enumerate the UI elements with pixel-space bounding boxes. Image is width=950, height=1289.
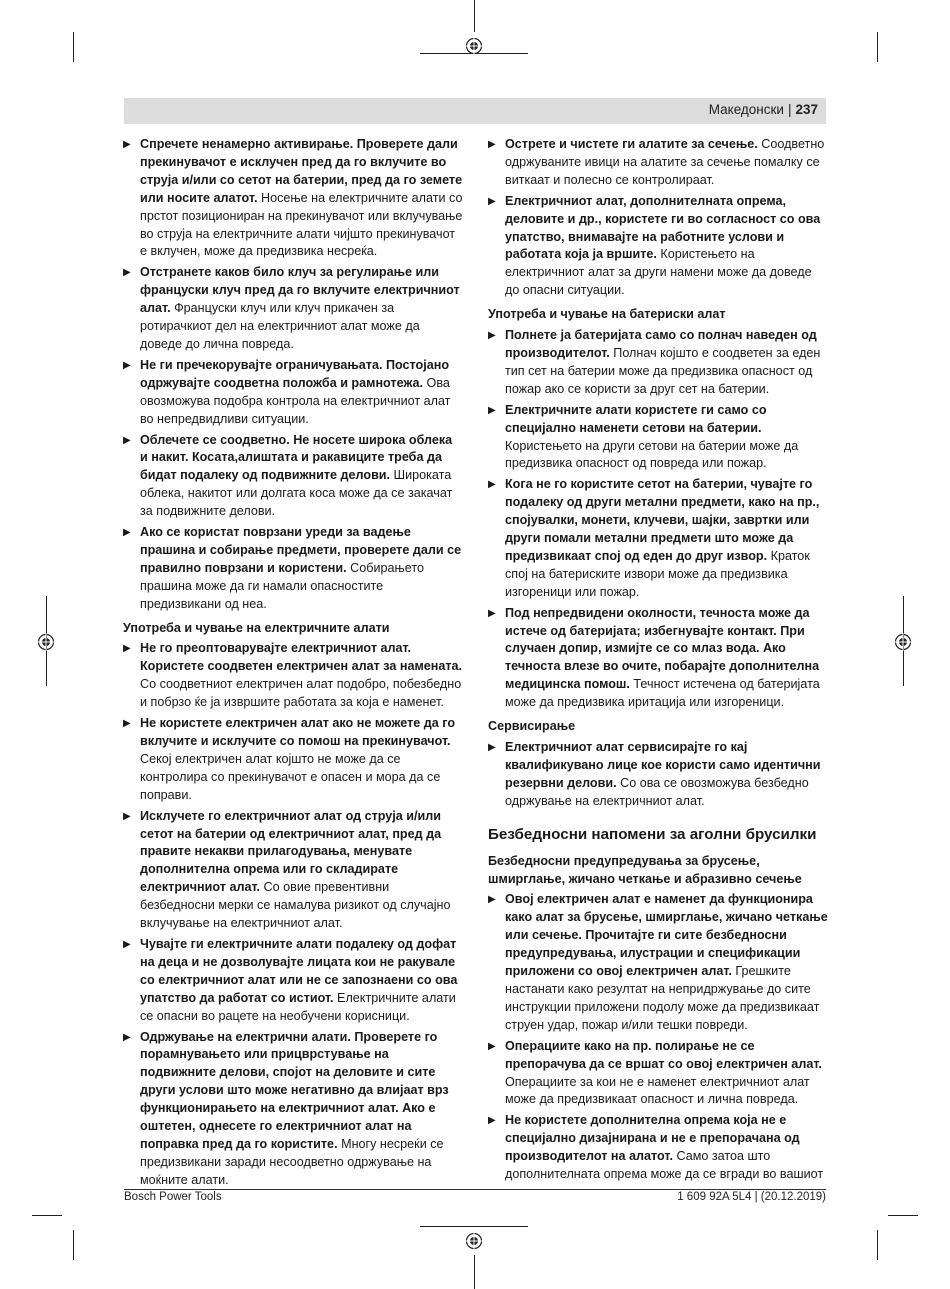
item-bold-text: Острете и чистете ги алатите за сечење. bbox=[505, 137, 758, 151]
crop-mark bbox=[474, 0, 475, 32]
item-bold-text: Овој електричен алат е наменет да функционира како алат за брусење, шмирглање, жичано четкање или сечење. Прочитајте ги сите безбедносни предупредувања, илустрации и спецификации приложени со овој електричен алат. bbox=[505, 892, 828, 979]
registration-mark-icon bbox=[894, 633, 912, 651]
item-body-text: Електричните алати се опасни во рацете на необучени корисници. bbox=[140, 990, 456, 1023]
right-items-a bbox=[488, 136, 828, 300]
list-item bbox=[488, 193, 828, 300]
left-column bbox=[123, 136, 463, 1193]
list-item bbox=[123, 808, 463, 933]
item-bold-text: Не ги пречекорувајте ограничувањата. Постојано одржувајте соодветна положба и рамнотежа. bbox=[140, 357, 450, 390]
list-item bbox=[488, 605, 828, 712]
item-bold-text: Електричните алати користете ги само со специјално наменети сетови на батерии. bbox=[505, 402, 767, 435]
header-label bbox=[709, 102, 818, 117]
bullet-arrow-icon: ▶ bbox=[488, 479, 496, 491]
registration-mark-icon bbox=[465, 37, 483, 55]
left-items-a bbox=[123, 136, 463, 614]
item-body-text: Со ова се овозможува безбедно одржување на електричниот алат. bbox=[505, 775, 809, 808]
item-body-text: Користењето на други сетови на батерии може да предизвика опасност од повреда или пожар. bbox=[505, 438, 799, 471]
item-body-text: Полнач којшто е соодветен за еден тип сет на батерии може да предизвика опасност од пожар ако се користи за друг сет на батерии. bbox=[505, 345, 821, 396]
header-language: Македонски bbox=[708, 102, 784, 117]
bullet-arrow-icon: ▶ bbox=[488, 139, 496, 150]
item-body-text: Само затоа што дополнителната опрема може да се вгради во вашиот bbox=[505, 1149, 824, 1182]
bullet-arrow-icon: ▶ bbox=[488, 894, 496, 906]
crop-mark bbox=[73, 1230, 74, 1260]
item-bold-text: Облечете се соодветно. Не носете широка облека и накит. Косата,алиштата и ракавиците треба да бидат подалеку од подвижните делови. bbox=[140, 432, 453, 483]
crop-mark bbox=[32, 1215, 62, 1216]
right-items-d bbox=[488, 891, 828, 1184]
list-item bbox=[488, 327, 828, 399]
item-bold-text: Одржување на електрични алати. Проверете го порамнувањето или прицврстување на подвижните делови, спојот на деловите и сите други услови што може негативно да влијаат врз функционирањето на електричниот алат. Ако е оштетен, однесете го електричниот алат на поправка пред да го користите. bbox=[140, 1029, 449, 1151]
page-number: 237 bbox=[795, 102, 818, 117]
item-bold-text: Чувајте ги електричните алати подалеку од дофат на деца и не дозволувајте лицата кои не ракувале со електричниот алат или не се запознаени со ова упатство да работат со истиот. bbox=[140, 936, 458, 1005]
list-item bbox=[123, 136, 463, 261]
list-item bbox=[488, 402, 828, 474]
bullet-arrow-icon: ▶ bbox=[488, 195, 496, 207]
bullet-arrow-icon: ▶ bbox=[488, 1115, 496, 1127]
list-item bbox=[123, 357, 463, 429]
crop-mark bbox=[420, 1226, 528, 1227]
right-column bbox=[488, 136, 828, 1187]
subheading-power-tool-use: Употреба и чување на електричните алати bbox=[123, 620, 390, 635]
bullet-arrow-icon: ▶ bbox=[123, 810, 131, 822]
item-body-text: Грешките настанати како резултат на непридржување до сите инструкции приложени подолу може да предизвикаат струен удар, пожар и/или тешки повреди. bbox=[505, 964, 820, 1032]
item-body-text: Операциите за кои не е наменет електричниот алат може да предизвикаат опасност и лична повреда. bbox=[505, 1074, 810, 1107]
item-body-text: Француски клуч или клуч прикачен за ротирачкиот дел на електричниот алат може да доведе до лична повреда. bbox=[140, 301, 420, 351]
bullet-arrow-icon: ▶ bbox=[123, 267, 131, 279]
right-items-b bbox=[488, 327, 828, 712]
item-body-text: Користењето на електричниот алат за други намени може да доведе до опасни ситуации. bbox=[505, 247, 812, 298]
bullet-arrow-icon: ▶ bbox=[488, 404, 496, 416]
item-body-text: Широката облека, накитот или долгата коса може да се закачат за подвижните делови. bbox=[140, 468, 453, 519]
list-item bbox=[123, 264, 463, 354]
item-bold-text: Електричниот алат сервисирајте го кај квалификувано лице кое користи само идентични резервни делови. bbox=[505, 740, 821, 790]
crop-mark bbox=[73, 32, 74, 62]
registration-mark-icon bbox=[465, 1232, 483, 1250]
registration-mark-icon bbox=[37, 633, 55, 651]
list-item bbox=[123, 432, 463, 522]
footer-rule bbox=[124, 1189, 826, 1190]
bullet-arrow-icon: ▶ bbox=[123, 434, 131, 446]
bullet-arrow-icon: ▶ bbox=[123, 643, 131, 655]
page-header bbox=[124, 98, 826, 124]
crop-mark bbox=[877, 32, 878, 62]
subheading-battery-tool-use: Употреба и чување на батериски алат bbox=[488, 307, 726, 322]
right-items-c bbox=[488, 739, 828, 811]
subheading-grinding-warnings: Безбедносни предупредувања за брусење, шмирглање, жичано четкање и абразивно сечење bbox=[488, 853, 802, 886]
section-title: Безбедносни напомени за аголни брусилки bbox=[488, 825, 817, 843]
item-body-text: Секој електричен алат којшто не може да се контролира со прекинувачот е опасен и мора да се поправи. bbox=[140, 751, 441, 802]
item-body-text: Со овие превентивни безбедносни мерки се намалува ризикот од случајно вклучување на електричниот алат. bbox=[140, 880, 451, 931]
bullet-arrow-icon: ▶ bbox=[123, 718, 131, 730]
item-body-text: Соодветно одржуваните ивици на алатите за сечење помалку се виткаат и полесно се контролираат. bbox=[505, 137, 825, 187]
bullet-arrow-icon: ▶ bbox=[123, 938, 131, 950]
item-body-text: Течност истечена од батеријата може да предизвика иритација или изгореници. bbox=[505, 677, 820, 710]
item-bold-text: Кога не го користите сетот на батерии, чувајте го подалеку од други метални предмети, како на пр., спојувалки, монети, клучеви, шајки, завртки или други помали метални предмети што може да предизвикаат спој од еден до друг извор. bbox=[505, 477, 820, 563]
list-item bbox=[488, 739, 828, 811]
crop-mark bbox=[888, 1215, 918, 1216]
item-bold-text: Не го преоптоварувајте електричниот алат. Користете соодветен електричен алат за намената. bbox=[140, 641, 463, 674]
list-item bbox=[123, 1029, 463, 1190]
item-bold-text: Не користете електричен алат ако не можете да го вклучите и исклучите со помош на прекинувачот. bbox=[140, 716, 456, 748]
bullet-arrow-icon: ▶ bbox=[488, 742, 496, 753]
item-body-text: Многу несреќи се предизвикани заради несоодветно одржување на моќните алати. bbox=[140, 1136, 444, 1187]
bullet-arrow-icon: ▶ bbox=[123, 527, 131, 539]
bullet-arrow-icon: ▶ bbox=[123, 1031, 131, 1043]
bullet-arrow-icon: ▶ bbox=[123, 359, 131, 371]
list-item bbox=[123, 640, 463, 712]
item-body-text: Краток спој на батериските извори може да предизвика изгореници или пожар. bbox=[505, 548, 810, 599]
list-item bbox=[123, 715, 463, 805]
item-bold-text: Операциите како на пр. полирање не се препорачува да се вршат со овој електричен алат. bbox=[505, 1038, 822, 1071]
item-bold-text: Спречете ненамерно активирање. Проверете дали прекинувачот е исклучен пред да го вклучите во струја и/или со сетот на батерии, пред да го земете или носите алатот. bbox=[140, 137, 463, 205]
crop-mark bbox=[474, 1255, 475, 1289]
footer-doc-id: 1 609 92A 5L4 | (20.12.2019) bbox=[677, 1191, 826, 1203]
crop-mark bbox=[877, 1230, 878, 1260]
item-body-text: Со соодветниот електричен алат подобро, побезбедно и побрзо ќе ја извршите работата за која е наменет. bbox=[140, 677, 462, 710]
item-body-text: Носење на електричните алати со прстот позициониран на прекинувачот или вклучување во струја на електричните алати чијшто прекинувачот е вклучен, може да предизвика несреќа. bbox=[140, 190, 463, 259]
list-item bbox=[488, 136, 828, 190]
bullet-arrow-icon: ▶ bbox=[488, 330, 496, 342]
item-bold-text: Исклучете го електричниот алат од струја и/или сетот на батерии од електричниот алат, пред да правите некакви прилагодувања, менувате дополнителна опрема или го складирате електричниот алат. bbox=[140, 808, 442, 895]
bullet-arrow-icon: ▶ bbox=[123, 139, 131, 150]
list-item bbox=[488, 1112, 828, 1184]
item-bold-text: Полнете ја батеријата само со полнач наведен од производителот. bbox=[505, 328, 817, 360]
list-item bbox=[123, 936, 463, 1026]
item-body-text: Собирањето прашина може да ги намали опасностите предизвикани од неа. bbox=[140, 560, 424, 611]
item-bold-text: Ако се користат поврзани уреди за вадење прашина и собирање предмети, проверете дали се правилно поврзани и користени. bbox=[140, 525, 462, 575]
footer-brand: Bosch Power Tools bbox=[124, 1191, 222, 1203]
item-bold-text: Не користете дополнителна опрема која не е специјално дизајнирана и не е препорачана од производителот на алатот. bbox=[505, 1113, 800, 1164]
list-item bbox=[488, 1038, 828, 1110]
list-item bbox=[123, 524, 463, 614]
list-item bbox=[488, 476, 828, 601]
header-separator: | bbox=[787, 102, 792, 117]
bullet-arrow-icon: ▶ bbox=[488, 607, 496, 619]
item-bold-text: Отстранете каков било клуч за регулирање или француски клуч пред да го вклучите електричниот алат. bbox=[140, 265, 460, 316]
subheading-service: Сервисирање bbox=[488, 719, 576, 734]
item-bold-text: Под непредвидени околности, течноста може да истече од батеријата; избегнувајте контакт. При случаен допир, измијте се со млаз вода. Ако течноста влезе во очите, побарајте дополнителна медицинска помош. bbox=[505, 605, 820, 692]
item-body-text: Ова овозможува подобра контрола на електричниот алат во непредвидливи ситуации. bbox=[140, 375, 451, 426]
item-bold-text: Електричниот алат, дополнителната опрема, деловите и др., користете ги во согласност со ова упатство, внимавајте на работните услови и работата која ја вршите. bbox=[505, 193, 821, 262]
bullet-arrow-icon: ▶ bbox=[488, 1040, 496, 1052]
list-item bbox=[488, 891, 828, 1034]
left-items-b bbox=[123, 640, 463, 1189]
